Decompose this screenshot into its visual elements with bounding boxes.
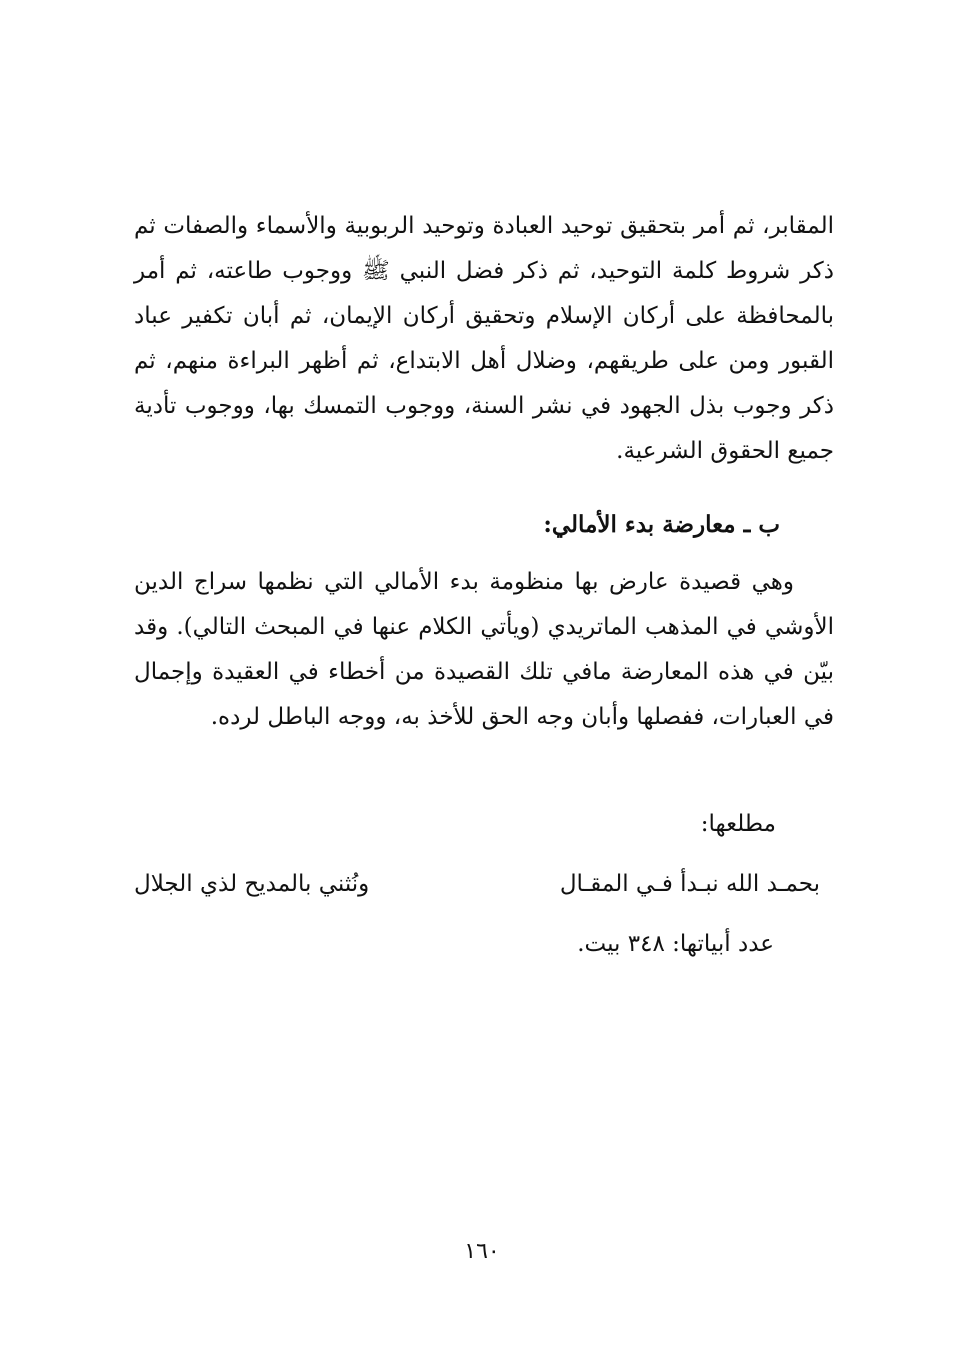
opening-verse [134, 862, 834, 907]
paragraph-description: وهي قصيدة عارض بها منظومة بدء الأمالي التي نظمها سراج الدين الأوشي في المذهب الماتريدي (ويأتي الكلام عنها في المبحث التالي). وقد بيّن في هذه المعارضة مافي تلك القصيدة من أخطاء في العقيدة وإجمال في العبارات، ففصلها وأبان وجه الحق للأخذ به، ووجه الباطل لرده. [134, 569, 834, 730]
second-hemistich: ونُثني بالمديح لذي الجلال [134, 871, 370, 897]
section-heading: ب ـ معارضة بدء الأمالي: [543, 511, 780, 538]
page-number: ١٦٠ [464, 1239, 500, 1264]
opening-verse-label: مطلعها: [700, 811, 776, 837]
verse-count: عدد أبياتها: ٣٤٨ بيت. [577, 931, 774, 957]
first-hemistich: بحمـد الله نبـدأ فـي المقـال [559, 871, 820, 897]
paragraph-continuation: المقابر، ثم أمر بتحقيق توحيد العبادة وتوحيد الربوبية والأسماء والصفات ثم ذكر شروط كلمة التوحيد، ثم ذكر فضل النبي ﷺ ووجوب طاعته، ثم أمر بالمحافظة على أركان الإسلام وتحقيق أركان الإيمان، ثم أبان تكفير عباد القبور ومن على طريقهم، وضلال أهل الابتداع، ثم أظهر البراءة منهم، ثم ذكر وجوب بذل الجهود في نشر السنة، ووجوب التمسك بها، ووجوب تأدية جميع الحقوق الشرعية. [134, 213, 834, 464]
